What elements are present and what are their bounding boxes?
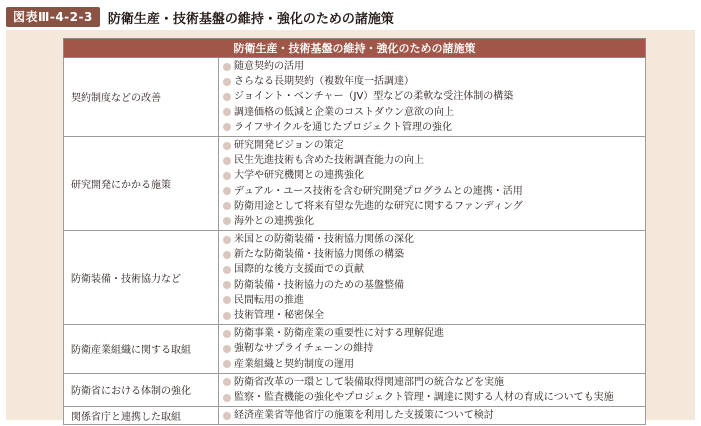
list-item <box>223 247 645 262</box>
category-cell: 防衛省における体制の強化 <box>64 373 219 406</box>
table-row <box>64 407 646 425</box>
bullet-icon <box>223 157 231 165</box>
measure-list <box>223 326 645 372</box>
list-item <box>223 293 645 308</box>
bullet-icon <box>223 187 231 195</box>
list-item <box>223 184 645 199</box>
measure-list <box>223 232 645 323</box>
bullet-icon <box>223 296 231 304</box>
bullet-icon <box>223 78 231 86</box>
list-item <box>223 232 645 247</box>
category-cell: 関係省庁と連携した取組 <box>64 407 219 425</box>
list-item <box>223 199 645 214</box>
figure-header <box>6 5 394 29</box>
policy-table <box>63 38 646 425</box>
measure-text: 産業組織と契約制度の運用 <box>234 358 354 370</box>
bullet-icon <box>223 236 231 244</box>
items-cell <box>219 58 646 137</box>
figure-panel <box>6 30 695 424</box>
bullet-icon <box>223 378 231 386</box>
measure-list <box>223 59 645 135</box>
bullet-icon <box>223 93 231 101</box>
measure-text: 海外との連携強化 <box>234 215 314 227</box>
list-item <box>223 105 645 120</box>
measure-list <box>223 375 645 405</box>
list-item <box>223 278 645 293</box>
list-item <box>223 153 645 168</box>
bullet-icon <box>223 330 231 338</box>
measure-text: 防衛装備・技術協力のための基盤整備 <box>234 279 404 291</box>
measure-text: 調達価格の低減と企業のコストダウン意欲の向上 <box>234 106 454 118</box>
measure-text: 大学や研究機関との連携強化 <box>234 170 364 182</box>
bullet-icon <box>223 312 231 320</box>
list-item <box>223 138 645 153</box>
list-item <box>223 408 645 423</box>
bullet-icon <box>223 251 231 259</box>
list-item <box>223 390 645 405</box>
category-cell: 防衛装備・技術協力など <box>64 231 219 325</box>
list-item <box>223 341 645 356</box>
measure-text: 国際的な後方支援面での貢献 <box>234 264 364 276</box>
bullet-icon <box>223 394 231 402</box>
list-item <box>223 59 645 74</box>
bullet-icon <box>223 63 231 71</box>
list-item <box>223 89 645 104</box>
bullet-icon <box>223 345 231 353</box>
list-item <box>223 375 645 390</box>
measure-text: 防衛用途として将来有望な先進的な研究に関するファンディング <box>234 200 523 212</box>
measure-text: 技術管理・秘密保全 <box>234 310 324 321</box>
measure-text: 防衛省改革の一環として装備取得関連部門の統合などを実施 <box>234 376 504 388</box>
table-body <box>64 58 646 425</box>
measure-text: 監察・監査機能の強化やプロジェクト管理・調達に関する人材の育成についても実施 <box>234 391 614 403</box>
measure-text: 強靭なサプライチェーンの維持 <box>234 343 374 355</box>
measure-list <box>223 408 645 423</box>
measure-text: 民生先進技術も含めた技術調査能力の向上 <box>234 155 424 167</box>
items-cell <box>219 407 646 425</box>
list-item <box>223 326 645 341</box>
list-item <box>223 308 645 323</box>
measure-text: 新たな防衛装備・技術協力関係の構築 <box>234 249 404 261</box>
measure-text: 防衛事業・防衛産業の重要性に対する理解促進 <box>234 328 444 340</box>
table-row <box>64 58 646 137</box>
items-cell <box>219 136 646 230</box>
category-cell: 契約制度などの改善 <box>64 58 219 137</box>
measure-list <box>223 138 645 229</box>
bullet-icon <box>223 202 231 210</box>
items-cell <box>219 373 646 406</box>
measure-text: 民間転用の推進 <box>234 294 304 306</box>
list-item <box>223 120 645 135</box>
list-item <box>223 357 645 372</box>
list-item <box>223 74 645 89</box>
measure-text: さらなる長期契約（複数年度一括調達） <box>234 76 414 88</box>
bullet-icon <box>223 142 231 150</box>
bullet-icon <box>223 108 231 116</box>
measure-text: ジョイント・ベンチャー（JV）型などの柔軟な受注体制の構築 <box>234 91 514 103</box>
measure-text: ライフサイクルを通じたプロジェクト管理の強化 <box>234 121 452 133</box>
items-cell <box>219 231 646 325</box>
table-row <box>64 373 646 406</box>
items-cell <box>219 325 646 374</box>
bullet-icon <box>223 123 231 131</box>
bullet-icon <box>223 172 231 180</box>
table-header: 防衛生産・技術基盤の維持・強化のための諸施策 <box>64 39 646 58</box>
table-row <box>64 231 646 325</box>
list-item <box>223 262 645 277</box>
bullet-icon <box>223 266 231 274</box>
category-cell: 研究開発にかかる施策 <box>64 136 219 230</box>
measure-text: 米国との防衛装備・技術協力関係の深化 <box>234 234 414 246</box>
measure-text: 随意契約の活用 <box>234 61 304 72</box>
figure-label: 図表Ⅲ-4-2-3 <box>6 7 100 27</box>
table-row <box>64 136 646 230</box>
bullet-icon <box>223 412 231 420</box>
figure-title: 防衛生産・技術基盤の維持・強化のための諸施策 <box>107 11 394 27</box>
category-cell: 防衛産業組織に関する取組 <box>64 325 219 374</box>
table-row <box>64 325 646 374</box>
measure-text: 研究開発ビジョンの策定 <box>234 139 344 151</box>
bullet-icon <box>223 281 231 289</box>
measure-text: デュアル・ユース技術を含む研究開発プログラムとの連携・活用 <box>234 185 523 197</box>
measure-text: 経済産業省等他省庁の施策を利用した支援策について検討 <box>234 410 494 422</box>
list-item <box>223 214 645 229</box>
bullet-icon <box>223 217 231 225</box>
list-item <box>223 168 645 183</box>
bullet-icon <box>223 360 231 368</box>
